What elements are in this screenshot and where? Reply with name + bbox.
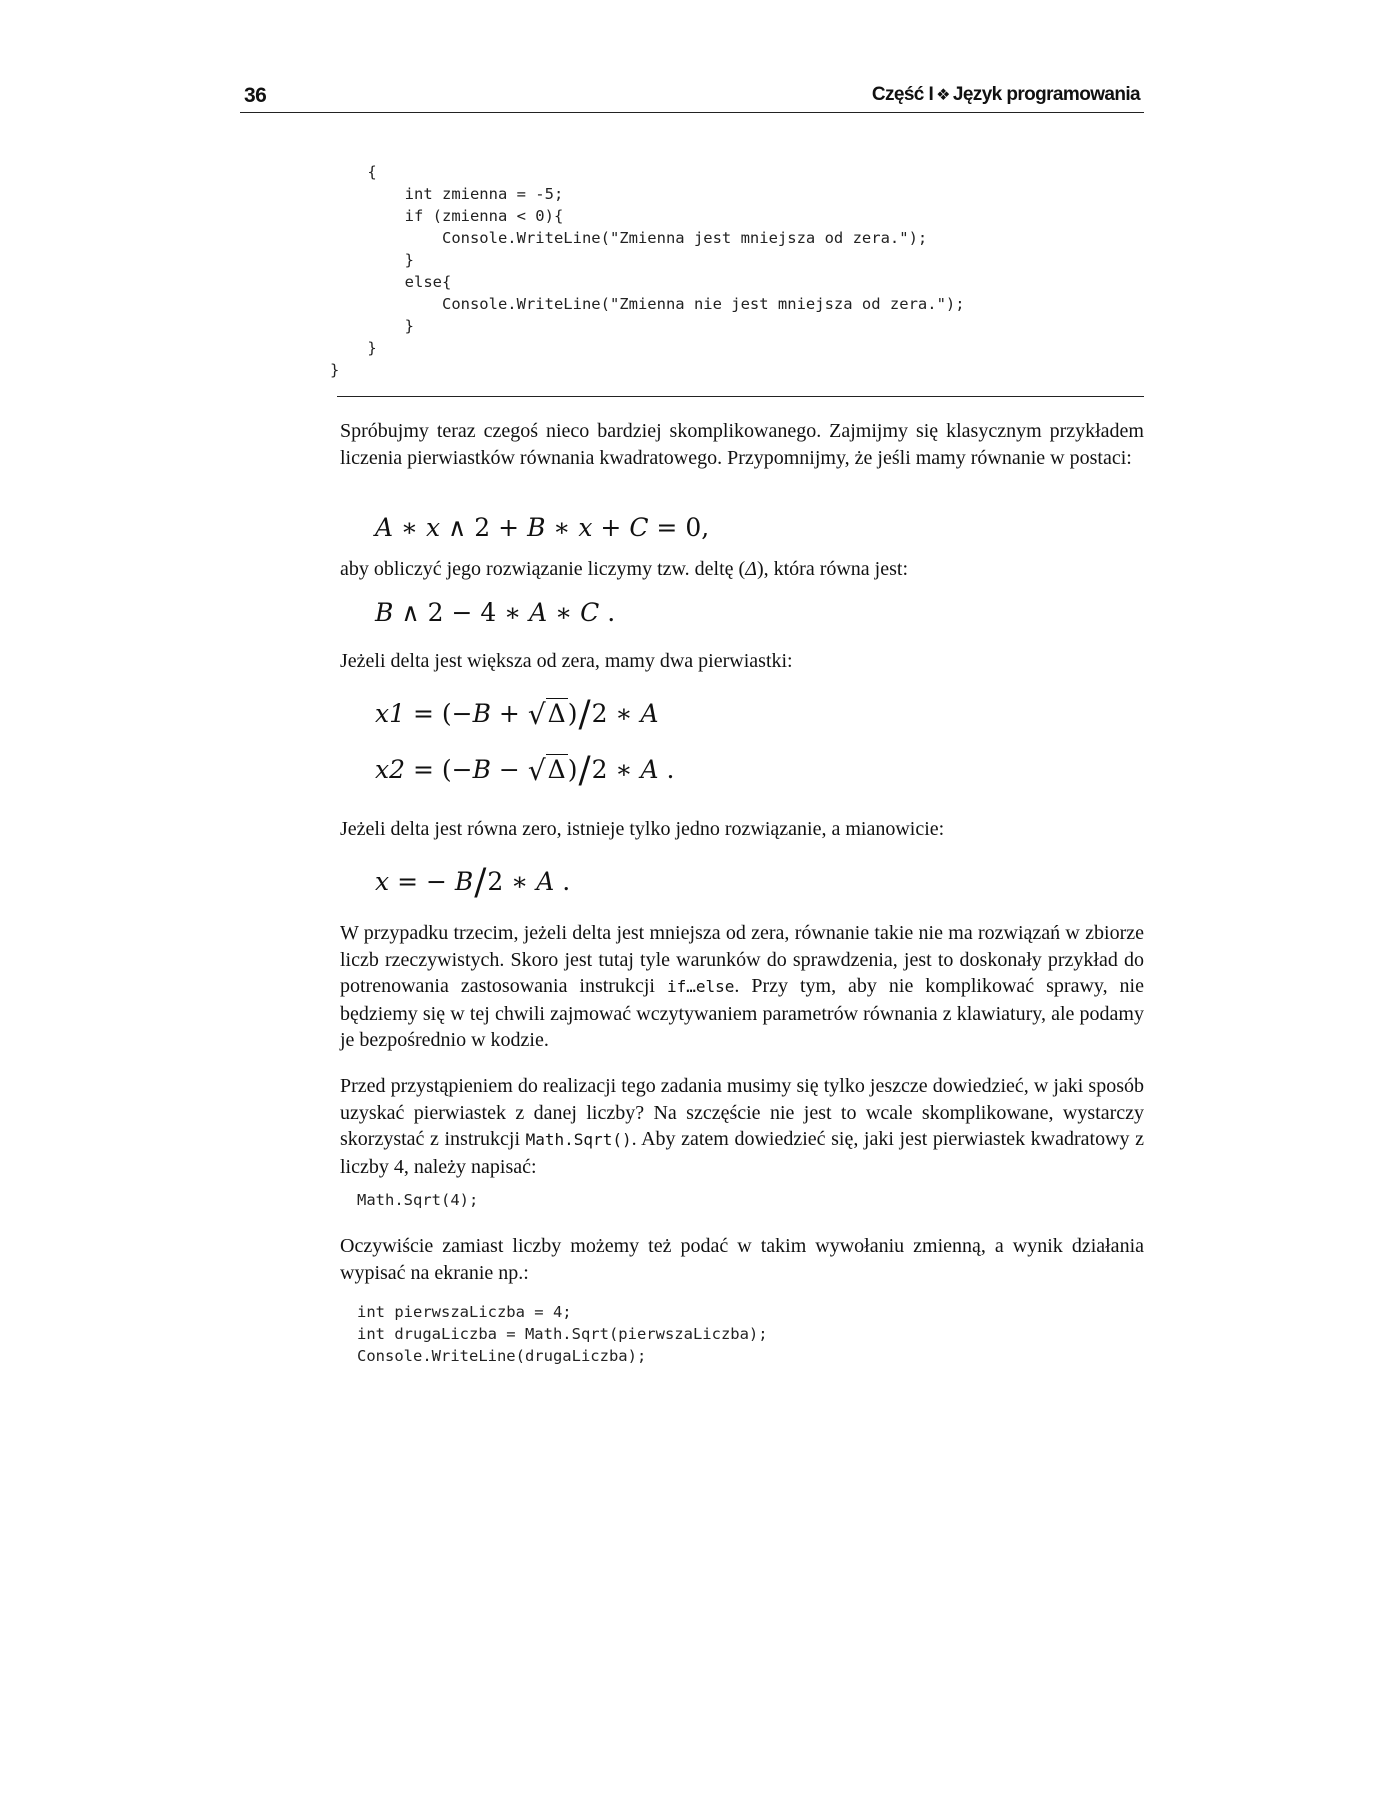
equation-quadratic: A ∗ x ∧ 2 + B ∗ x + C = 0, [375,513,710,542]
code-divider [337,396,1144,397]
code-line: } [330,339,377,357]
equation-x2: x2 = (−B − √Δ)/2 ∗ A . [375,750,675,791]
equation-delta: B ∧ 2 − 4 ∗ A ∗ C . [375,598,616,627]
equation-x1: x1 = (−B + √Δ)/2 ∗ A [375,694,659,735]
inline-code-math-sqrt: Math.Sqrt() [525,1130,632,1149]
code-line: } [330,251,414,269]
paragraph-variable: Oczywiście zamiast liczby możemy też podać w takim wywołaniu zmienną, a wynik działania wypisać na ekranie np.: [340,1235,1144,1284]
sqrt-symbol: √Δ [527,754,566,787]
inline-code-if-else: if…else [666,977,735,996]
chapter-title: Język programowania [952,84,1140,105]
part-label: Część I [871,84,934,105]
paragraph-case-three: W przypadku trzecim, jeżeli delta jest mniejsza od zera, równanie takie nie ma rozwiązań w zbiorze liczb rzeczywistych. Skoro jest tutaj tyle warunków do sprawdzenia, jest to doskonały przykład do potrenowania zastosowania instrukcji if…else. Przy tym, aby nie komplikować sprawy, nie będziemy się w tej chwili zajmować wczytywaniem parametrów równania z klawiatury, ale podamy je bezpośrednio w kodzie. [340,922,1144,1051]
code-line: Console.WriteLine("Zmienna jest mniejsza od zera."); [330,229,928,247]
paragraph-two-roots: Jeżeli delta jest większa od zera, mamy dwa pierwiastki: [340,650,793,672]
code-line: if (zmienna < 0){ [330,207,564,225]
code-line: int zmienna = -5; [330,185,564,203]
paragraph-one-root: Jeżeli delta jest równa zero, istnieje tylko jedno rozwiązanie, a mianowicie: [340,818,945,840]
equation-single-root: x = − B/2 ∗ A . [375,862,571,903]
code-listing-variable [357,1301,768,1367]
code-line: Console.WriteLine("Zmienna nie jest mniejsza od zera."); [330,295,965,313]
diamond-separator-icon: ❖ [936,87,950,104]
paragraph-intro: Spróbujmy teraz czegoś nieco bardziej skomplikowanego. Zajmijmy się klasycznym przykładem liczenia pierwiastków równania kwadratowego. Przypomnijmy, że jeśli mamy równanie w postaci: [340,420,1144,469]
running-header-title [872,84,1140,106]
code-line: } [330,361,340,379]
code-line: } [330,317,414,335]
code-line: int drugaLiczba = Math.Sqrt(pierwszaLiczba); [357,1325,768,1343]
delta-symbol: Δ [745,558,757,580]
code-line: else{ [330,273,452,291]
paragraph-delta: aby obliczyć jego rozwiązanie liczymy tzw. deltę (Δ), która równa jest: [340,558,909,580]
code-listing-if-else [330,161,965,381]
code-listing-sqrt: Math.Sqrt(4); [357,1191,479,1209]
code-line: Console.WriteLine(drugaLiczba); [357,1347,647,1365]
code-line: { [330,163,377,181]
code-line: int pierwszaLiczba = 4; [357,1303,572,1321]
page-number: 36 [244,84,267,107]
sqrt-symbol: √Δ [527,698,566,731]
running-header [240,82,1144,113]
paragraph-sqrt: Przed przystąpieniem do realizacji tego zadania musimy się tylko jeszcze dowiedzieć, w jaki sposób uzyskać pierwiastek z danej liczby? Na szczęście nie jest to wcale skomplikowane, wystarczy skorzystać z instrukcji Math.Sqrt(). Aby zatem dowiedzieć się, jaki jest pierwiastek kwadratowy z liczby 4, należy napisać: [340,1075,1144,1178]
